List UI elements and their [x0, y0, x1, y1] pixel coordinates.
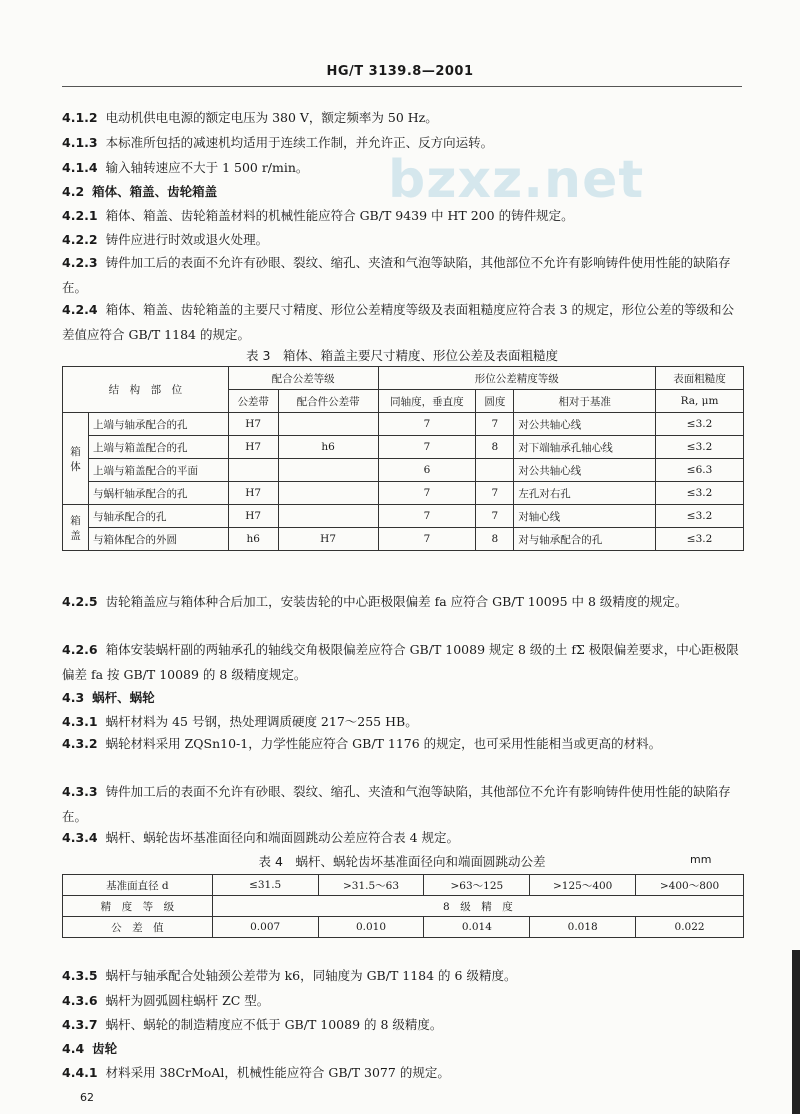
- cell-range: >63～125: [424, 875, 530, 896]
- clause-4-3-1: 4.3.1 蜗杆材料为 45 号钢，热处理调质硬度 217～255 HB。: [62, 714, 418, 729]
- cell-datum: 对公共轴心线: [514, 459, 656, 482]
- cell-tolerance-value: 0.010: [318, 917, 424, 938]
- clause-4-1-4: 4.1.4 输入轴转速应不大于 1 500 r/min。: [62, 160, 309, 175]
- cell-position: 上端与轴承配合的孔: [88, 413, 228, 436]
- clause-4-3-5: 4.3.5 蜗杆与轴承配合处轴颈公差带为 k6，同轴度为 GB/T 1184 的 6 级精度。: [62, 968, 517, 983]
- cell-position: 上端与箱盖配合的孔: [88, 436, 228, 459]
- header-roughness: 表面粗糙度: [656, 367, 744, 390]
- clause-4-4-1: 4.4.1 材料采用 38CrMoAl，机械性能应符合 GB/T 3077 的规定。: [62, 1065, 450, 1080]
- cell-coaxiality: 7: [378, 505, 476, 528]
- cell-grade-value: 8 级 精 度: [212, 896, 743, 917]
- clause-4-3-4: 4.3.4 蜗杆、蜗轮齿坏基准面径向和端面圆跳动公差应符合表 4 规定。: [62, 830, 459, 845]
- cell-roughness: ≤3.2: [656, 482, 744, 505]
- scan-edge-shadow: [792, 950, 800, 1114]
- cell-mating: [278, 413, 378, 436]
- cell-roughness: ≤3.2: [656, 413, 744, 436]
- cell-tolerance: H7: [228, 482, 278, 505]
- cell-range: >125～400: [530, 875, 636, 896]
- cell-range: >31.5～63: [318, 875, 424, 896]
- header-rule: [62, 86, 742, 87]
- clause-4-3-2: 4.3.2 蜗轮材料采用 ZQSn10-1，力学性能应符合 GB/T 1176 的规定，也可采用性能相当或更高的材料。: [62, 736, 662, 751]
- cell-tolerance: [228, 459, 278, 482]
- cell-mating: [278, 459, 378, 482]
- clause-4-2-5: 4.2.5 齿轮箱盖应与箱体种合后加工，安装齿轮的中心距极限偏差 fa 应符合 GB/T 10095 中 8 级精度的规定。: [62, 594, 688, 609]
- cell-tolerance: h6: [228, 528, 278, 551]
- header-tolerance-zone: 公差带: [228, 390, 278, 413]
- clause-4-3-3: 4.3.3 铸件加工后的表面不允许有砂眼、裂纹、缩孔、夹渣和气泡等缺陷，其他部位不允许有影响铸件使用性能的缺陷存在。: [62, 784, 731, 824]
- clause-4-3-6: 4.3.6 蜗杆为圆弧圆柱蜗杆 ZC 型。: [62, 993, 270, 1008]
- cell-roundness: [476, 459, 514, 482]
- cell-tolerance-value: 0.014: [424, 917, 530, 938]
- group-box: 箱体: [63, 413, 89, 505]
- section-heading-4-4: 4.4 齿轮: [62, 1041, 118, 1056]
- cell-roughness: ≤3.2: [656, 505, 744, 528]
- header-form-grade: 形位公差精度等级: [378, 367, 656, 390]
- header-mating-tolerance: 配合件公差带: [278, 390, 378, 413]
- clause-4-2-3: 4.2.3 铸件加工后的表面不允许有砂眼、裂纹、缩孔、夹渣和气泡等缺陷，其他部位不允许有影响铸件使用性能的缺陷存在。: [62, 255, 731, 295]
- table-4: [62, 874, 744, 938]
- cell-roundness: 8: [476, 528, 514, 551]
- clause-4-2-1: 4.2.1 箱体、箱盖、齿轮箱盖材料的机械性能应符合 GB/T 9439 中 HT 200 的铸件规定。: [62, 208, 574, 223]
- cell-datum: 对下端轴承孔轴心线: [514, 436, 656, 459]
- cell-coaxiality: 7: [378, 482, 476, 505]
- cell-coaxiality: 6: [378, 459, 476, 482]
- cell-coaxiality: 7: [378, 413, 476, 436]
- cell-datum: 对公共轴心线: [514, 413, 656, 436]
- header-grade: 精 度 等 级: [63, 896, 213, 917]
- header-structure: 结 构 部 位: [63, 367, 229, 413]
- cell-position: 与箱体配合的外圆: [88, 528, 228, 551]
- table-4-caption: 表 4 蜗杆、蜗轮齿坏基准面径向和端面圆跳动公差: [258, 854, 546, 869]
- cell-position: 与蜗杆轴承配合的孔: [88, 482, 228, 505]
- header-datum: 相对于基准: [514, 390, 656, 413]
- table-row: [63, 436, 744, 459]
- cell-coaxiality: 7: [378, 436, 476, 459]
- table-row: [63, 917, 744, 938]
- cell-roundness: 8: [476, 436, 514, 459]
- cell-tolerance-value: 0.022: [636, 917, 744, 938]
- cell-datum: 对与轴承配合的孔: [514, 528, 656, 551]
- cell-tolerance: H7: [228, 413, 278, 436]
- table-3-caption: 表 3 箱体、箱盖主要尺寸精度、形位公差及表面粗糙度: [246, 348, 558, 363]
- table-row: [63, 505, 744, 528]
- cell-roundness: 7: [476, 505, 514, 528]
- cell-tolerance-value: 0.018: [530, 917, 636, 938]
- clause-4-1-2: 4.1.2 电动机供电电源的额定电压为 380 V，额定频率为 50 Hz。: [62, 110, 438, 125]
- cell-mating: [278, 482, 378, 505]
- table-row: [63, 528, 744, 551]
- table-row: [63, 482, 744, 505]
- cell-position: 上端与箱盖配合的平面: [88, 459, 228, 482]
- table-4-unit: mm: [690, 853, 712, 866]
- table-row: [63, 413, 744, 436]
- clause-4-2-6: 4.2.6 箱体安装蜗杆副的两轴承孔的轴线交角极限偏差应符合 GB/T 10089 规定 8 级的土 fΣ 极限偏差要求，中心距极限偏差 fa 按 GB/T 10089 的 8 级精度规定。: [62, 642, 739, 682]
- cell-range: >400～800: [636, 875, 744, 896]
- cell-range: ≤31.5: [212, 875, 318, 896]
- header-coaxiality: 同轴度，垂直度: [378, 390, 476, 413]
- cell-roundness: 7: [476, 413, 514, 436]
- group-cover: 箱盖: [63, 505, 89, 551]
- cell-mating: H7: [278, 528, 378, 551]
- cell-roughness: ≤6.3: [656, 459, 744, 482]
- table-row: [63, 875, 744, 896]
- watermark: bzxz.net: [388, 150, 645, 210]
- section-heading-4-2: 4.2 箱体、箱盖、齿轮箱盖: [62, 184, 218, 199]
- header-diameter: 基准面直径 d: [63, 875, 213, 896]
- header-fit-grade: 配合公差等级: [228, 367, 378, 390]
- cell-mating: [278, 505, 378, 528]
- header-roughness-unit: Ra, μm: [656, 390, 744, 413]
- table-row: [63, 459, 744, 482]
- table-row: [63, 896, 744, 917]
- section-heading-4-3: 4.3 蜗杆、蜗轮: [62, 690, 155, 705]
- clause-4-3-7: 4.3.7 蜗杆、蜗轮的制造精度应不低于 GB/T 10089 的 8 级精度。: [62, 1017, 443, 1032]
- running-header: HG/T 3139.8—2001: [326, 64, 474, 79]
- cell-datum: 左孔对右孔: [514, 482, 656, 505]
- table-3: [62, 366, 744, 551]
- cell-datum: 对轴心线: [514, 505, 656, 528]
- cell-tolerance-value: 0.007: [212, 917, 318, 938]
- header-roundness: 圆度: [476, 390, 514, 413]
- cell-roundness: 7: [476, 482, 514, 505]
- cell-tolerance: H7: [228, 505, 278, 528]
- cell-position: 与轴承配合的孔: [88, 505, 228, 528]
- cell-mating: h6: [278, 436, 378, 459]
- clause-4-1-3: 4.1.3 本标准所包括的减速机均适用于连续工作制，并允许正、反方向运转。: [62, 135, 494, 150]
- clause-4-2-2: 4.2.2 铸件应进行时效或退火处理。: [62, 232, 269, 247]
- cell-roughness: ≤3.2: [656, 436, 744, 459]
- clause-4-2-4: 4.2.4 箱体、箱盖、齿轮箱盖的主要尺寸精度、形位公差精度等级及表面粗糙度应符合表 3 的规定，形位公差的等级和公差值应符合 GB/T 1184 的规定。: [62, 302, 734, 342]
- page-number: 62: [80, 1091, 94, 1104]
- cell-coaxiality: 7: [378, 528, 476, 551]
- cell-tolerance: H7: [228, 436, 278, 459]
- header-tolerance-value: 公 差 值: [63, 917, 213, 938]
- cell-roughness: ≤3.2: [656, 528, 744, 551]
